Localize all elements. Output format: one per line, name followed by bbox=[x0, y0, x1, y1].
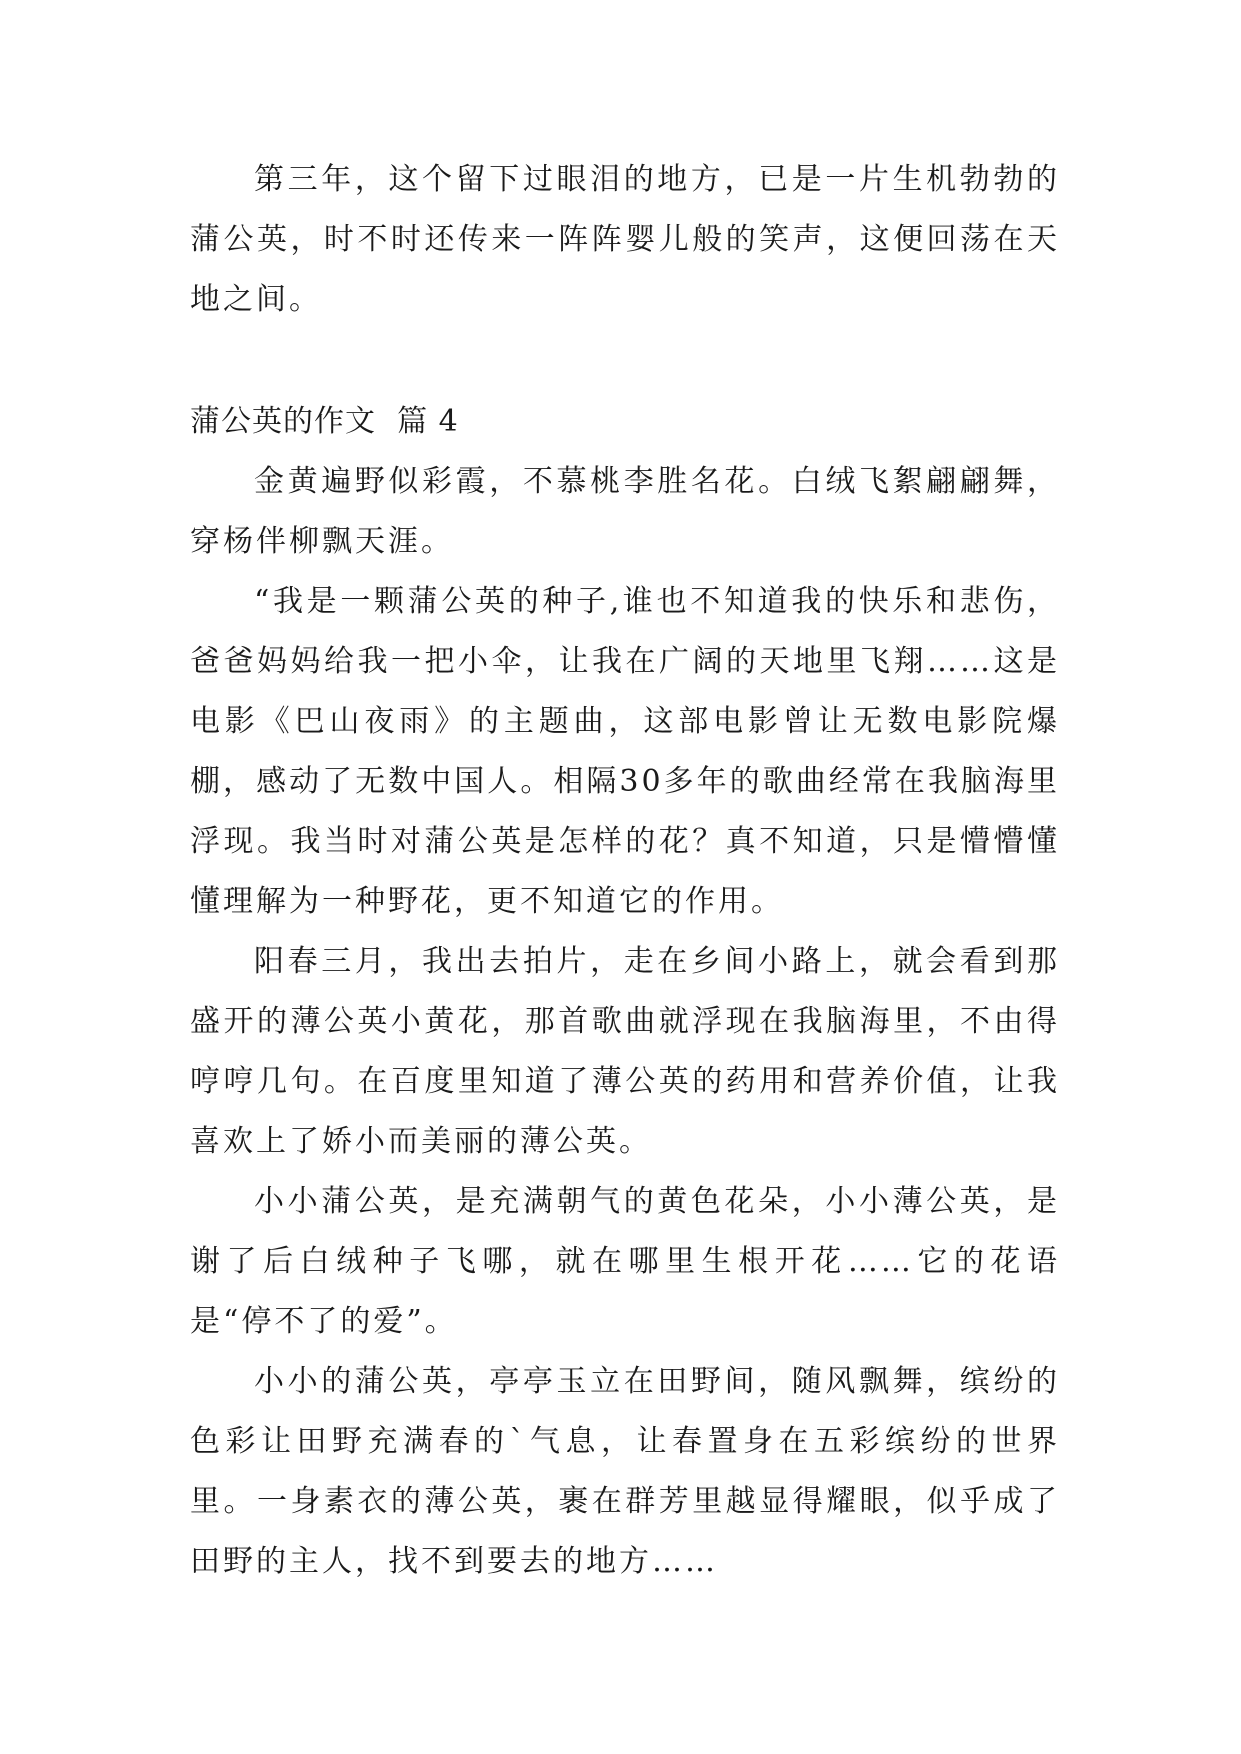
paragraph-2: “我是一颗蒲公英的种子,谁也不知道我的快乐和悲伤，爸爸妈妈给我一把小伞，让我在广阔的天地里飞翔……这是电影《巴山夜雨》的主题曲，这部电影曾让无数电影院爆棚，感动了无数中国人。相隔30多年的歌曲经常在我脑海里浮现。我当时对蒲公英是怎样的花？真不知道，只是懵懵懂懂理解为一种野花，更不知道它的作用。 bbox=[190, 584, 1060, 919]
paragraph-4: 小小蒲公英，是充满朝气的黄色花朵，小小薄公英，是谢了后白绒种子飞哪，就在哪里生根开花……它的花语是“停不了的爱”。 bbox=[190, 1184, 1060, 1339]
intro-paragraph: 第三年，这个留下过眼泪的地方，已是一片生机勃勃的蒲公英，时不时还传来一阵阵婴儿般的笑声，这便回荡在天地之间。 bbox=[190, 162, 1060, 317]
document-page bbox=[190, 150, 1060, 1592]
paragraph-3: 阳春三月，我出去拍片，走在乡间小路上，就会看到那盛开的薄公英小黄花，那首歌曲就浮现在我脑海里，不由得哼哼几句。在百度里知道了薄公英的药用和营养价值，让我喜欢上了娇小而美丽的薄公英。 bbox=[190, 944, 1060, 1159]
section-title: 蒲公英的作文 篇 4 bbox=[190, 404, 459, 439]
paragraph-5: 小小的蒲公英，亭亭玉立在田野间，随风飘舞，缤纷的色彩让田野充满春的`气息，让春置身在五彩缤纷的世界里。一身素衣的薄公英，裹在群芳里越显得耀眼，似乎成了田野的主人，找不到要去的地方…… bbox=[190, 1364, 1060, 1579]
paragraph-1: 金黄遍野似彩霞，不慕桃李胜名花。白绒飞絮翩翩舞，穿杨伴柳飘天涯。 bbox=[190, 464, 1060, 559]
